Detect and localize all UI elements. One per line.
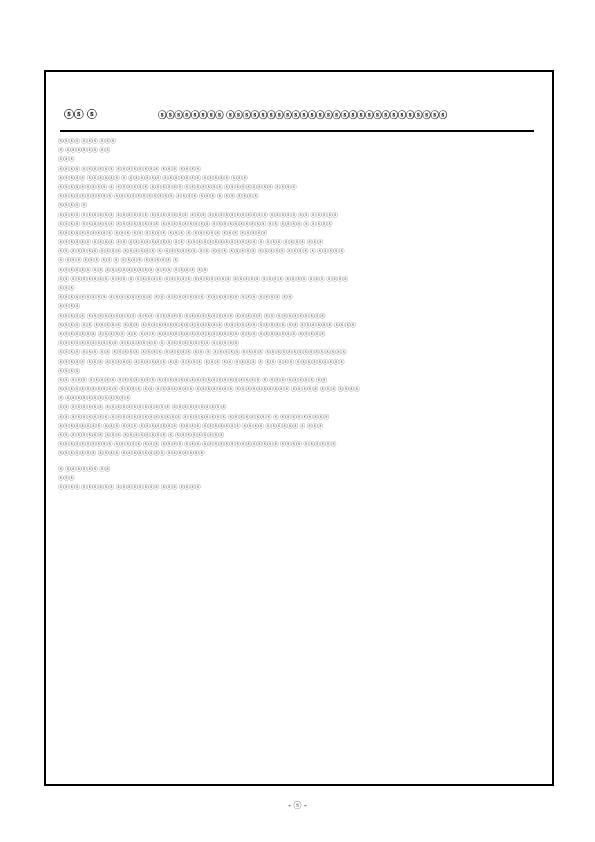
body-line: ⓢⓢⓢⓢⓢⓢⓢⓢⓢ ⓢ ⓢⓢⓢⓢⓢⓢ ⓢⓢⓢⓢⓢⓢ ⓢⓢⓢⓢⓢⓢⓢ ⓢⓢⓢⓢⓢⓢⓢⓢⓢ ⓢⓢⓢⓢ bbox=[58, 184, 297, 191]
body-line: ⓢⓢⓢⓢⓢⓢⓢⓢⓢⓢ ⓢⓢⓢⓢⓢ ⓢⓢⓢ ⓢⓢⓢⓢ ⓢⓢⓢ ⓢⓢⓢⓢⓢⓢⓢⓢⓢⓢⓢⓢⓢⓢ ⓢⓢⓢⓢ ⓢⓢⓢⓢⓢⓢ bbox=[58, 442, 337, 449]
body-line: ⓢⓢⓢⓢⓢ ⓢⓢⓢⓢⓢⓢⓢⓢⓢ ⓢⓢⓢ ⓢⓢⓢⓢⓢ ⓢⓢⓢⓢⓢⓢⓢⓢⓢ ⓢⓢⓢⓢⓢ ⓢⓢ ⓢⓢⓢⓢⓢⓢⓢⓢⓢ bbox=[58, 313, 326, 320]
body-line: ⓢ ⓢⓢⓢⓢⓢⓢ ⓢⓢ bbox=[58, 466, 111, 473]
title-rule bbox=[60, 130, 534, 132]
body-line: ⓢⓢ ⓢⓢⓢⓢⓢⓢⓢ ⓢⓢⓢ ⓢ ⓢⓢⓢⓢⓢ ⓢⓢⓢⓢⓢ ⓢⓢⓢⓢⓢⓢⓢ ⓢⓢⓢⓢⓢ ⓢⓢⓢⓢ ⓢⓢⓢⓢ ⓢⓢⓢ ⓢⓢⓢⓢ bbox=[58, 276, 349, 283]
body-line: ⓢ ⓢⓢⓢⓢⓢⓢⓢⓢⓢⓢⓢⓢ bbox=[58, 396, 131, 403]
body-line: ⓢⓢⓢ bbox=[58, 475, 75, 482]
body-line: ⓢ ⓢⓢⓢ ⓢⓢⓢ ⓢⓢ ⓢ ⓢⓢⓢⓢ ⓢⓢⓢⓢⓢ ⓢ bbox=[58, 258, 179, 265]
body-line: ⓢⓢⓢⓢⓢⓢⓢⓢⓢ ⓢⓢⓢⓢⓢⓢⓢⓢ ⓢⓢ ⓢⓢⓢⓢⓢⓢⓢ ⓢⓢⓢⓢⓢⓢ ⓢⓢⓢ ⓢⓢⓢⓢ ⓢⓢ bbox=[58, 295, 293, 302]
body-line: ⓢⓢⓢⓢⓢⓢⓢⓢ ⓢⓢⓢ ⓢⓢⓢ ⓢⓢⓢⓢⓢⓢⓢ ⓢⓢⓢⓢ ⓢⓢⓢⓢⓢⓢⓢ ⓢⓢⓢⓢ ⓢⓢⓢⓢⓢⓢ ⓢ ⓢⓢⓢ bbox=[58, 423, 324, 430]
body-line: ⓢⓢⓢⓢ bbox=[58, 304, 80, 311]
body-line: ⓢⓢⓢⓢ bbox=[58, 368, 80, 375]
body-line: ⓢⓢⓢⓢ ⓢⓢⓢⓢⓢⓢ ⓢⓢⓢⓢⓢⓢⓢⓢ ⓢⓢⓢ ⓢⓢⓢⓢ bbox=[58, 484, 201, 491]
body-line: ⓢⓢⓢⓢⓢ ⓢⓢⓢⓢⓢⓢ ⓢ ⓢⓢⓢⓢⓢⓢ ⓢⓢⓢⓢⓢⓢⓢ ⓢⓢⓢⓢⓢ ⓢⓢⓢ bbox=[58, 175, 248, 182]
body-line: ⓢⓢⓢⓢⓢⓢⓢⓢⓢⓢ ⓢⓢⓢⓢⓢⓢⓢⓢⓢⓢⓢ ⓢⓢⓢⓢ ⓢⓢⓢ ⓢ ⓢⓢ ⓢⓢⓢⓢ bbox=[58, 194, 259, 201]
body-line: ⓢ ⓢⓢⓢⓢⓢⓢ ⓢⓢ bbox=[58, 148, 111, 155]
body-line: ⓢⓢ ⓢⓢⓢⓢⓢⓢ ⓢⓢⓢ ⓢⓢⓢⓢⓢⓢⓢⓢ ⓢ ⓢⓢⓢⓢⓢⓢⓢⓢⓢ bbox=[58, 433, 225, 439]
body-line: ⓢⓢⓢⓢⓢ ⓢⓢⓢ ⓢⓢⓢⓢⓢ ⓢⓢⓢⓢⓢⓢ ⓢⓢ ⓢⓢⓢⓢ ⓢⓢⓢ ⓢⓢ ⓢⓢⓢⓢ ⓢ ⓢⓢ ⓢⓢⓢ ⓢⓢⓢⓢⓢⓢⓢⓢⓢ bbox=[58, 359, 345, 366]
document-body bbox=[58, 138, 530, 493]
body-line: ⓢⓢⓢⓢⓢⓢⓢⓢⓢⓢⓢ ⓢⓢⓢⓢ ⓢⓢ ⓢⓢⓢⓢⓢⓢⓢ ⓢⓢⓢⓢⓢⓢⓢ ⓢⓢⓢⓢⓢⓢⓢⓢⓢⓢ ⓢⓢⓢⓢⓢ ⓢⓢⓢ ⓢⓢⓢⓢ bbox=[58, 387, 360, 394]
body-line: ⓢⓢⓢⓢⓢⓢⓢ ⓢⓢⓢⓢ ⓢⓢⓢⓢⓢⓢⓢⓢ ⓢⓢⓢⓢⓢⓢⓢ bbox=[58, 451, 205, 458]
body-line: ⓢⓢⓢ bbox=[58, 286, 75, 292]
section-title bbox=[64, 106, 536, 121]
body-line: ⓢⓢⓢⓢ ⓢⓢⓢ ⓢⓢⓢ bbox=[58, 139, 116, 145]
page-number: - ⓢ - bbox=[288, 801, 307, 810]
section-heading: ⓢⓢⓢⓢⓢⓢⓢⓢ ⓢⓢⓢⓢⓢⓢⓢⓢⓢⓢⓢⓢⓢⓢⓢⓢⓢⓢⓢⓢⓢⓢⓢⓢⓢⓢⓢ bbox=[158, 110, 447, 120]
body-line: ⓢⓢⓢⓢ ⓢⓢⓢⓢⓢⓢ ⓢⓢⓢⓢⓢⓢ ⓢⓢⓢⓢⓢⓢⓢ ⓢⓢⓢ ⓢⓢⓢⓢⓢⓢⓢⓢⓢⓢⓢ ⓢⓢⓢⓢⓢ ⓢⓢ ⓢⓢⓢⓢⓢ bbox=[58, 212, 338, 219]
body-line: ⓢⓢ ⓢⓢⓢⓢⓢⓢ ⓢⓢⓢⓢⓢⓢⓢⓢⓢⓢⓢⓢ ⓢⓢⓢⓢⓢⓢⓢⓢⓢⓢ bbox=[58, 405, 227, 412]
body-line: ⓢⓢⓢⓢ ⓢⓢ ⓢⓢⓢⓢⓢ ⓢⓢⓢ ⓢⓢⓢⓢⓢⓢⓢⓢⓢⓢⓢⓢⓢⓢⓢ ⓢⓢⓢⓢⓢⓢ ⓢⓢⓢⓢⓢ ⓢⓢ ⓢⓢⓢⓢⓢⓢ ⓢⓢⓢⓢ bbox=[58, 322, 356, 329]
body-line: ⓢⓢ ⓢⓢⓢⓢⓢ ⓢⓢⓢⓢ ⓢⓢⓢⓢⓢⓢ ⓢ ⓢⓢⓢⓢⓢⓢ ⓢⓢ ⓢⓢⓢ ⓢⓢⓢⓢⓢ ⓢⓢⓢⓢⓢ ⓢⓢⓢⓢ ⓢ ⓢⓢⓢⓢⓢ bbox=[58, 249, 345, 256]
body-line: ⓢⓢ ⓢⓢⓢⓢⓢⓢⓢ ⓢⓢⓢⓢⓢⓢⓢⓢⓢⓢⓢⓢⓢ ⓢⓢⓢⓢⓢⓢⓢⓢ ⓢⓢⓢⓢⓢⓢⓢⓢ ⓢ ⓢⓢⓢⓢⓢⓢⓢⓢⓢ bbox=[58, 414, 330, 421]
body-line: ⓢⓢⓢⓢ ⓢⓢⓢ ⓢⓢ ⓢⓢⓢⓢⓢ ⓢⓢⓢⓢ ⓢⓢⓢⓢⓢ ⓢⓢ ⓢ ⓢⓢⓢⓢⓢ ⓢⓢⓢⓢ ⓢⓢⓢⓢⓢⓢⓢⓢⓢⓢⓢⓢⓢⓢⓢ bbox=[58, 350, 347, 357]
body-line: ⓢⓢⓢⓢ ⓢ bbox=[58, 203, 87, 210]
body-line: ⓢⓢⓢⓢⓢⓢⓢⓢⓢⓢ ⓢⓢⓢ ⓢⓢ ⓢⓢⓢⓢ ⓢⓢⓢ ⓢ ⓢⓢⓢⓢⓢ ⓢⓢⓢ ⓢⓢⓢⓢⓢ bbox=[58, 230, 268, 237]
body-line: ⓢⓢⓢⓢⓢⓢ ⓢⓢ ⓢⓢⓢⓢⓢⓢⓢⓢⓢ ⓢⓢⓢ ⓢⓢⓢⓢ ⓢⓢ bbox=[58, 267, 208, 274]
body-line: ⓢⓢ ⓢⓢⓢ ⓢⓢⓢⓢⓢ ⓢⓢⓢⓢⓢⓢⓢ ⓢⓢⓢⓢⓢⓢⓢⓢⓢⓢⓢⓢⓢⓢⓢⓢⓢⓢⓢ ⓢ ⓢⓢⓢ ⓢⓢⓢⓢⓢ ⓢⓢ bbox=[58, 377, 327, 384]
body-line: ⓢⓢⓢⓢⓢⓢⓢⓢⓢⓢⓢ ⓢⓢⓢⓢⓢⓢⓢ ⓢ ⓢⓢⓢⓢⓢⓢⓢⓢ ⓢⓢⓢⓢⓢ bbox=[58, 341, 239, 348]
body-line: ⓢⓢⓢⓢ ⓢⓢⓢⓢⓢⓢ ⓢⓢⓢⓢⓢⓢⓢⓢ ⓢⓢⓢ ⓢⓢⓢⓢ bbox=[58, 166, 201, 173]
document-frame bbox=[44, 70, 554, 786]
body-line: ⓢⓢⓢⓢ ⓢⓢⓢⓢⓢⓢ ⓢⓢⓢⓢⓢⓢⓢⓢ ⓢⓢⓢⓢⓢⓢⓢⓢⓢ ⓢⓢⓢⓢⓢⓢⓢⓢⓢⓢ ⓢⓢ ⓢⓢⓢⓢ ⓢ ⓢⓢⓢⓢ bbox=[58, 221, 333, 228]
body-line: ⓢⓢⓢⓢⓢⓢ ⓢⓢⓢⓢ ⓢⓢ ⓢⓢⓢⓢⓢⓢⓢⓢ ⓢⓢ ⓢⓢⓢⓢⓢⓢⓢⓢⓢⓢⓢⓢⓢ ⓢ ⓢⓢⓢ ⓢⓢⓢⓢ ⓢⓢⓢ bbox=[58, 240, 324, 247]
body-line: ⓢⓢⓢⓢⓢⓢⓢ ⓢⓢⓢⓢⓢ ⓢⓢ ⓢⓢⓢ ⓢⓢⓢⓢⓢⓢⓢⓢⓢⓢⓢⓢⓢⓢⓢ ⓢⓢⓢ ⓢⓢⓢⓢⓢⓢⓢ ⓢⓢⓢⓢⓢ bbox=[58, 331, 326, 338]
section-number: ⓢⓢ ⓢ bbox=[64, 110, 97, 121]
body-line: ⓢⓢⓢ bbox=[58, 157, 75, 164]
